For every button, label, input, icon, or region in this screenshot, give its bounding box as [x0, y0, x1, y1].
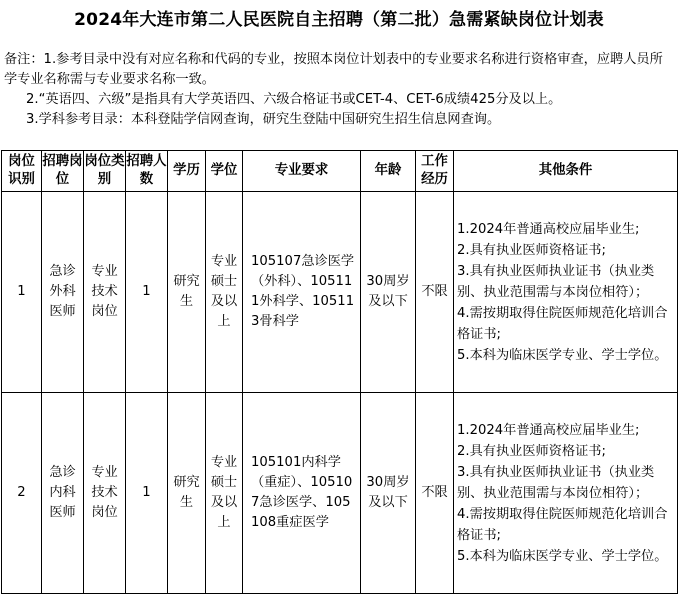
- header-cell: 岗位识别: [2, 151, 42, 192]
- cell-major: 105101内科学（重症）、105107急诊医学、105108重症医学: [243, 393, 361, 594]
- table-header-row: [2, 151, 678, 192]
- header-cell: 专业要求: [243, 151, 361, 192]
- header-cell: 学历: [168, 151, 206, 192]
- condition-item: 2.具有执业医师资格证书;: [457, 242, 606, 258]
- cell-category: 专业技术岗位: [84, 393, 126, 594]
- cell-degree: 专业硕士及以上: [206, 393, 243, 594]
- condition-item: 5.本科为临床医学专业、学士学位。: [457, 347, 668, 363]
- header-cell: 工作经历: [416, 151, 454, 192]
- header-cell: 招聘人数: [126, 151, 168, 192]
- note-1: 备注：1.参考目录中没有对应名称和代码的专业，按照本岗位计划表中的专业要求名称进行资格审查，应聘人员所学专业名称需与专业要求名称一致。: [4, 52, 663, 87]
- note-3: 3.学科参考目录：本科登陆学信网查询，研究生登陆中国研究生招生信息网查询。: [26, 112, 501, 127]
- cell-age: 30周岁及以下: [361, 192, 416, 393]
- condition-item: 3.具有执业医师执业证书（执业类别、执业范围需与本岗位相符）；: [457, 464, 655, 501]
- notes: [4, 50, 674, 130]
- condition-item: 2.具有执业医师资格证书;: [457, 443, 606, 459]
- condition-item: 1.2024年普通高校应届毕业生;: [457, 422, 640, 438]
- header-cell: 其他条件: [454, 151, 678, 192]
- cell-experience: 不限: [416, 192, 454, 393]
- cell-degree: 专业硕士及以上: [206, 192, 243, 393]
- header-cell: 招聘岗位: [42, 151, 84, 192]
- cell-post: 急诊外科医师: [42, 192, 84, 393]
- condition-item: 3.具有执业医师执业证书（执业类别、执业范围需与本岗位相符）；: [457, 263, 655, 300]
- cell-major: 105107急诊医学（外科）、105111外科学、105113骨科学: [243, 192, 361, 393]
- table-row: [2, 393, 678, 594]
- cell-id: 2: [2, 393, 42, 594]
- condition-item: 4.需按期取得住院医师规范化培训合格证书;: [457, 305, 668, 342]
- header-cell: 年龄: [361, 151, 416, 192]
- table-row: [2, 192, 678, 393]
- condition-item: 1.2024年普通高校应届毕业生;: [457, 221, 640, 237]
- cell-other-conditions: [454, 393, 678, 594]
- cell-post: 急诊内科医师: [42, 393, 84, 594]
- cell-other-conditions: [454, 192, 678, 393]
- cell-age: 30周岁及以下: [361, 393, 416, 594]
- cell-id: 1: [2, 192, 42, 393]
- position-plan-table: [1, 150, 678, 594]
- cell-count: 1: [126, 393, 168, 594]
- note-2: 2.“英语四、六级”是指具有大学英语四、六级合格证书或CET-4、CET-6成绩425分及以上。: [26, 92, 562, 107]
- cell-experience: 不限: [416, 393, 454, 594]
- condition-item: 4.需按期取得住院医师规范化培训合格证书;: [457, 506, 668, 543]
- condition-item: 5.本科为临床医学专业、学士学位。: [457, 548, 668, 564]
- header-cell: 岗位类别: [84, 151, 126, 192]
- page-title: 2024年大连市第二人民医院自主招聘（第二批）急需紧缺岗位计划表: [74, 10, 604, 30]
- cell-education: 研究生: [168, 192, 206, 393]
- cell-education: 研究生: [168, 393, 206, 594]
- cell-count: 1: [126, 192, 168, 393]
- header-cell: 学位: [206, 151, 243, 192]
- cell-category: 专业技术岗位: [84, 192, 126, 393]
